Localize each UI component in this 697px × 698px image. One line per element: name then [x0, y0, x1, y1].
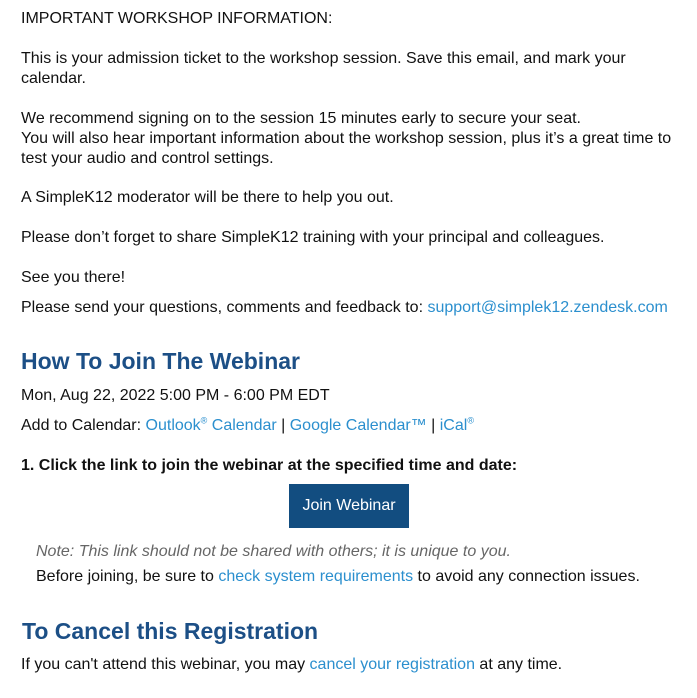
- add-to-calendar: [21, 416, 474, 436]
- system-requirements-text: [36, 567, 640, 587]
- cancel-registration-title: To Cancel this Registration: [22, 618, 319, 644]
- outlook-calendar-suffix: Calendar: [207, 417, 277, 434]
- see-you-text: See you there!: [21, 269, 126, 286]
- cancel-registration-link[interactable]: cancel your registration: [309, 656, 475, 673]
- support-email-link[interactable]: support@simplek12.zendesk.com: [427, 299, 668, 316]
- recommend-line-1: We recommend signing on to the session 15 minutes early to secure your seat.: [21, 110, 581, 127]
- outlook-label: Outlook: [145, 417, 201, 434]
- system-requirements-link[interactable]: check system requirements: [218, 568, 414, 585]
- admission-ticket-text: This is your admission ticket to the workshop session. Save this email, and mark your calendar.: [21, 50, 626, 87]
- join-webinar-title: How To Join The Webinar: [21, 348, 300, 374]
- share-text: Please don’t forget to share SimpleK12 training with your principal and colleagues.: [21, 229, 605, 246]
- feedback-text: [21, 298, 668, 318]
- join-step-1: 1. Click the link to join the webinar at the specified time and date:: [21, 457, 518, 474]
- webinar-datetime: Mon, Aug 22, 2022 5:00 PM - 6:00 PM EDT: [21, 387, 330, 404]
- calendar-separator: |: [276, 417, 290, 434]
- before-joining-suffix: to avoid any connection issues.: [413, 568, 640, 585]
- before-joining-prefix: Before joining, be sure to: [36, 568, 219, 585]
- unique-link-note: Note: This link should not be shared with others; it is unique to you.: [36, 543, 511, 560]
- calendar-separator: |: [426, 417, 440, 434]
- join-webinar-button[interactable]: Join Webinar: [289, 484, 409, 528]
- ical-reg-mark: ®: [467, 415, 474, 426]
- recommend-text: [21, 109, 686, 169]
- ical-link[interactable]: [440, 417, 474, 434]
- moderator-text: A SimpleK12 moderator will be there to help you out.: [21, 189, 394, 206]
- workshop-info-heading: IMPORTANT WORKSHOP INFORMATION:: [21, 10, 333, 27]
- outlook-reg-mark: ®: [200, 415, 208, 426]
- ical-label: iCal: [439, 417, 468, 434]
- cancel-prefix: If you can't attend this webinar, you may: [21, 656, 310, 673]
- add-to-calendar-label: Add to Calendar:: [21, 417, 146, 434]
- outlook-calendar-link[interactable]: [146, 417, 277, 434]
- google-calendar-link[interactable]: Google Calendar™: [289, 417, 427, 434]
- recommend-line-2: You will also hear important information about the workshop session, plus it’s a great time to test your audio and control settings.: [21, 130, 672, 167]
- feedback-prefix: Please send your questions, comments and feedback to:: [21, 299, 428, 316]
- cancel-suffix: at any time.: [474, 656, 563, 673]
- cancel-text: [21, 655, 562, 675]
